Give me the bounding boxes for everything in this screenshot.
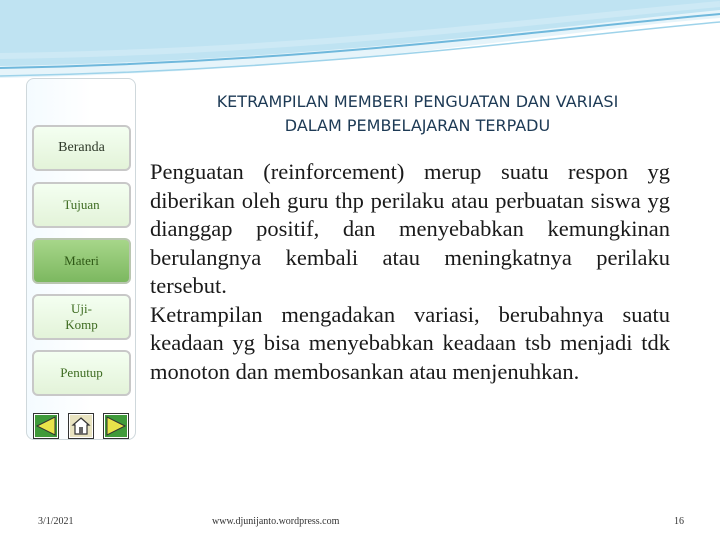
slide-title-line2: DALAM PEMBELAJARAN TERPADU (284, 116, 551, 135)
nav-uji-komp-label-line1: Uji- (71, 301, 92, 316)
footer-url: www.djunijanto.wordpress.com (212, 516, 340, 527)
left-arrow-icon (34, 414, 58, 438)
body-paragraph-variation: Ketrampilan mengadakan variasi, berubahnya suatu keadaan yg bisa menyebabkan keadaan tsb menjadi tdk monoton dan membosankan atau menjenuhkan. (150, 301, 670, 384)
footer-date: 3/1/2021 (38, 516, 74, 527)
nav-materi-button[interactable]: Materi (32, 238, 131, 284)
next-slide-button[interactable] (103, 413, 129, 439)
navigation-panel (26, 78, 136, 440)
prev-slide-button[interactable] (33, 413, 59, 439)
header-swoosh-decoration (0, 0, 720, 90)
nav-uji-komp-label-line2: Komp (65, 317, 98, 332)
slide-title (150, 90, 685, 138)
home-icon (69, 414, 93, 438)
home-button[interactable] (68, 413, 94, 439)
nav-beranda-button[interactable]: Beranda (32, 125, 131, 171)
nav-penutup-button[interactable]: Penutup (32, 350, 131, 396)
slide-body (150, 158, 670, 386)
slide-title-line1: KETRAMPILAN MEMBERI PENGUATAN DAN VARIASI (216, 92, 619, 111)
slide-number: 16 (674, 516, 684, 527)
nav-tujuan-button[interactable]: Tujuan (32, 182, 131, 228)
right-arrow-icon (104, 414, 128, 438)
nav-uji-komp-button[interactable] (32, 294, 131, 340)
body-paragraph-reinforcement: Penguatan (reinforcement) merup suatu respon yg diberikan oleh guru thp perilaku atau perbuatan siswa yg dianggap positif, dan menyebabkan kemungkinan berulangnya kembali atau meningkatnya perilaku tersebut. (150, 159, 670, 298)
